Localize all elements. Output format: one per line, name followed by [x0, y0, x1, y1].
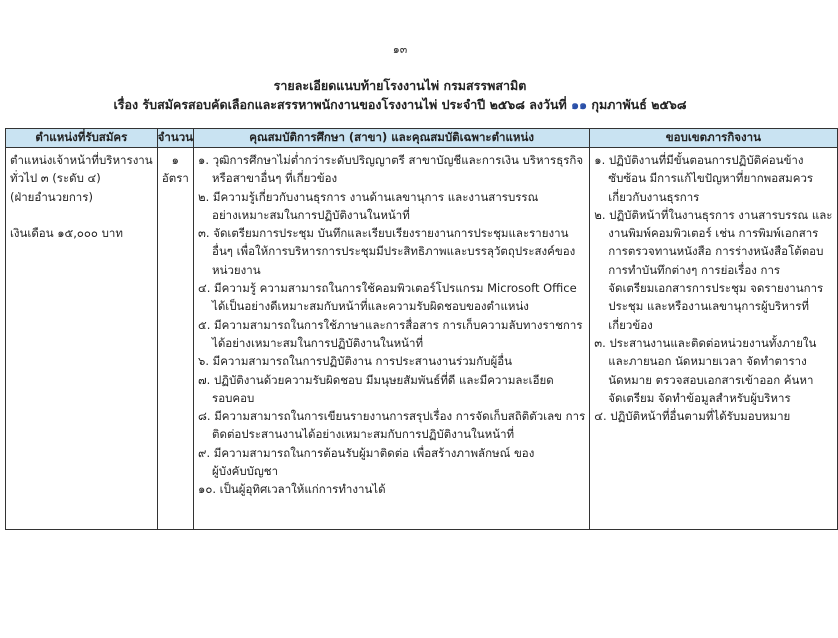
scope-line: ๒. ปฏิบัติหน้าที่ในงานธุรการ งานสารบรรณ และ: [594, 207, 833, 222]
qualification-item: [198, 371, 585, 408]
qualification-line: ๘. มีความสามารถในการเขียนรายงานการสรุปเรื่อง การจัดเก็บสถิติตัวเลข การ: [198, 409, 586, 424]
scope-line: จัดเตรียม จัดทำข้อมูลสำหรับผู้บริหาร: [608, 390, 791, 405]
scope-line: ประชุม และหรืองานเลขานุการผู้บริหารที่: [608, 299, 809, 314]
position-line: ตำแหน่งเจ้าหน้าที่บริหารงาน: [10, 153, 153, 167]
subtitle-prefix: เรื่อง รับสมัครสอบคัดเลือกและสรรหาพนักงานของโรงงานไพ่ ประจำปี ๒๕๖๘ ลงวันที่: [113, 97, 567, 112]
qualification-line: ๕. มีความสามารถในการใช้ภาษาและการสื่อสาร การเก็บความลับทางราชการ: [198, 317, 583, 332]
qualification-line: ๑๐. เป็นผู้อุทิศเวลาให้แก่การทำงานได้: [198, 482, 386, 497]
table-header-row: [6, 129, 838, 148]
position-line: ทั่วไป ๓ (ระดับ ๔): [10, 171, 101, 186]
qualification-item: [198, 444, 585, 481]
scope-line: และภายนอก นัดหมายเวลา จัดทำตาราง: [608, 354, 807, 369]
qualification-item: [198, 480, 585, 498]
position-line: (ฝ่ายอำนวยการ): [10, 189, 93, 204]
qualification-line: ติดต่อประสานงานได้อย่างเหมาะสมกับการปฏิบัติงานในหน้าที่: [212, 427, 515, 442]
qualification-line: ๒. มีความรู้เกี่ยวกับงานธุรการ งานด้านเลขานุการ และงานสารบรรณ: [198, 189, 539, 204]
qualification-line: อื่นๆ เพื่อให้การบริหารการประชุมมีประสิทธิภาพและบรรลุวัตถุประสงค์ของ: [212, 244, 576, 259]
scope-line: นัดหมาย ตรวจสอบเอกสารเข้าออก ค้นหา: [608, 372, 814, 387]
table-row: [6, 148, 838, 530]
qualification-line: ๓. จัดเตรียมการประชุม บันทึกและเรียบเรียงรายงานการประชุมและรายงาน: [198, 226, 569, 241]
qualification-item: [198, 352, 585, 370]
scope-line: ซับซ้อน มีการแก้ไขปัญหาที่ยากพอสมควร: [608, 171, 814, 186]
scope-line: งานพิมพ์คอมพิวเตอร์ เช่น การพิมพ์เอกสาร: [608, 226, 819, 241]
qualification-item: [198, 188, 585, 225]
qualification-line: หน่วยงาน: [212, 262, 261, 277]
count-number: ๑: [171, 153, 179, 167]
qualification-line: รอบคอบ: [212, 390, 255, 405]
position-cell: [6, 148, 158, 530]
header-qualifications: คุณสมบัติการศึกษา (สาขา) และคุณสมบัติเฉพาะตำแหน่ง: [194, 129, 590, 148]
qualification-item: [198, 279, 585, 316]
qualification-line: อย่างเหมาะสมในการปฏิบัติงานในหน้าที่: [212, 207, 410, 222]
scope-cell: [590, 148, 837, 530]
page-number: ๑๓: [392, 43, 408, 56]
subtitle-suffix: กุมภาพันธ์ ๒๕๖๘: [591, 97, 687, 112]
scope-line: ๑. ปฏิบัติงานที่มีขั้นตอนการปฏิบัติค่อนข้าง: [594, 153, 804, 167]
qualification-line: ๑. วุฒิการศึกษาไม่ต่ำกว่าระดับปริญญาตรี สาขาบัญชีและการเงิน บริหารธุรกิจ: [198, 153, 584, 167]
count-unit: อัตรา: [161, 171, 189, 186]
scope-item: [594, 206, 832, 334]
recruitment-table: [5, 128, 838, 530]
qualification-line: ๙. มีความสามารถในการต้อนรับผู้มาติดต่อ เพื่อสร้างภาพลักษณ์ ของ: [198, 445, 535, 460]
count-cell: [157, 148, 193, 530]
header-scope: ขอบเขตภารกิจงาน: [590, 129, 837, 148]
scope-item: [594, 151, 832, 206]
qualification-line: หรือสาขาอื่นๆ ที่เกี่ยวข้อง: [212, 171, 338, 186]
document-subtitle: [0, 95, 800, 115]
qualification-line: ๔. มีความรู้ ความสามารถในการใช้คอมพิวเตอร์โปรแกรม Microsoft Office: [198, 281, 577, 296]
qualification-line: ๗. ปฏิบัติงานด้วยความรับผิดชอบ มีมนุษยสัมพันธ์ที่ดี และมีความละเอียด: [198, 372, 554, 387]
header-position: ตำแหน่งที่รับสมัคร: [6, 129, 158, 148]
scope-line: การตรวจทานหนังสือ การร่างหนังสือโต้ตอบ: [608, 244, 824, 259]
scope-line: ๓. ประสานงานและติดต่อหน่วยงานทั้งภายใน: [594, 335, 817, 350]
salary: เงินเดือน ๑๕,๐๐๐ บาท: [10, 226, 123, 241]
scope-line: ๔. ปฏิบัติหน้าที่อื่นตามที่ได้รับมอบหมาย: [594, 409, 791, 424]
scope-line: เกี่ยวข้อง: [608, 317, 653, 332]
scope-item: [594, 407, 832, 425]
scope-line: เกี่ยวกับงานธุรการ: [608, 189, 700, 204]
qualification-line: ผู้บังคับบัญชา: [212, 464, 279, 479]
qualifications-cell: [194, 148, 590, 530]
qualification-item: [198, 316, 585, 353]
subtitle-day: ๑๑: [571, 97, 588, 112]
qualification-item: [198, 224, 585, 279]
qualification-item: [198, 151, 585, 188]
document-title: รายละเอียดแนบท้ายโรงงานไพ่ กรมสรรพสามิต: [273, 78, 527, 93]
qualification-line: ได้เป็นอย่างดีเหมาะสมกับหน้าที่และความรับผิดชอบของตำแหน่ง: [212, 299, 529, 314]
qualification-item: [198, 407, 585, 444]
qualification-line: ๖. มีความสามารถในการปฏิบัติงาน การประสานงานร่วมกับผู้อื่น: [198, 354, 513, 369]
scope-line: จัดเตรียมเอกสารการประชุม จดรายงานการ: [608, 281, 824, 296]
qualification-line: ได้อย่างเหมาะสมในการปฏิบัติงานในหน้าที่: [212, 335, 424, 350]
header-count: จำนวน: [157, 129, 193, 148]
scope-item: [594, 334, 832, 407]
scope-line: การทำบันทึกต่างๆ การย่อเรื่อง การ: [608, 262, 781, 277]
